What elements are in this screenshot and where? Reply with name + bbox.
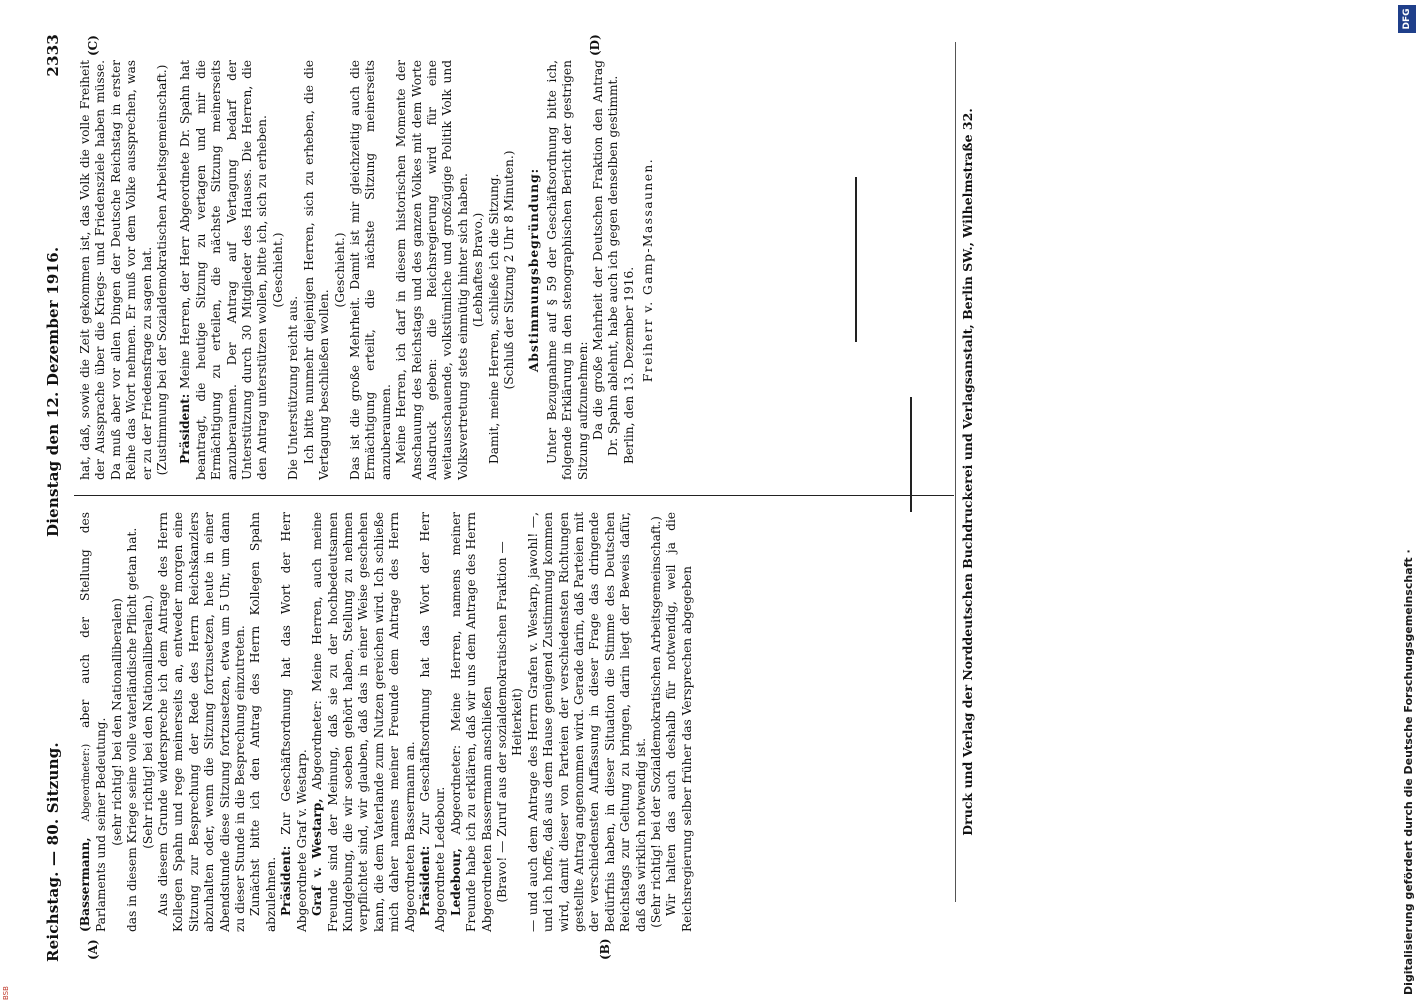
paragraph-text: Zur Geschäftsordnung hat das Wort der Herr Abgeordnete Graf v. Westarp. bbox=[279, 511, 309, 932]
interjection: (Geschieht.) bbox=[270, 232, 285, 308]
interjection: (Geschieht.) bbox=[332, 232, 347, 308]
page-number: 2333 bbox=[44, 34, 62, 77]
digitization-notice bbox=[1398, 0, 1422, 995]
paragraph: Ich bitte nunmehr diejenigen Herren, sich zu erheben, die die Vertagung beschließen wollen. bbox=[301, 60, 332, 480]
margin-marker-a: (A) bbox=[86, 939, 100, 960]
paragraph: Wir halten das auch deshalb für notwendig, weil ja die Reichsregierung selber früher das Versprechen abgegeben bbox=[664, 512, 694, 932]
header-date: Dienstag den 12. Dezember 1916. bbox=[44, 246, 62, 537]
speaker-role: Abgeordneter:) bbox=[81, 743, 92, 822]
paragraph-text: Abgeordneter: Meine Herren, namens meiner Freunde habe ich zu erklären, daß wir uns dem Antrage des Herrn Abgeordneten Bassermann anschließen bbox=[448, 512, 494, 932]
interjection: (Lebhaftes Bravo.) bbox=[471, 212, 486, 328]
paragraph: Berlin, den 13. Dezember 1916. bbox=[621, 266, 636, 464]
document-page bbox=[40, 32, 980, 962]
session-close-note: (Schluß der Sitzung 2 Uhr 8 Minuten.) bbox=[501, 150, 516, 390]
paragraph: Da die große Mehrheit der Deutschen Fraktion den Antrag Dr. Spahn ablehnt, habe auch ich gegen denselben gestimmt. bbox=[591, 60, 621, 456]
paragraph bbox=[178, 60, 270, 480]
paragraph-text: Zur Geschäftsordnung hat das Wort der Herr Abgeordnete Ledebour. bbox=[417, 511, 448, 932]
decorative-rule bbox=[855, 177, 857, 342]
page-header bbox=[40, 32, 70, 962]
header-session: Reichstag. — 80. Sitzung. bbox=[44, 742, 62, 962]
speaker-name: Präsident: bbox=[279, 845, 294, 916]
paragraph bbox=[449, 512, 495, 932]
library-mark: BSB bbox=[2, 986, 10, 1000]
paragraph bbox=[418, 512, 449, 932]
funding-notice: Digitalisierung gefördert durch die Deutsche Forschungsgemeinschaft · bbox=[1402, 549, 1415, 995]
decorative-rule bbox=[910, 397, 912, 512]
speaker-name: (Bassermann, bbox=[78, 837, 92, 932]
speaker-name: Präsident: bbox=[178, 393, 193, 464]
paragraph: das in diesem Kriege seine volle vaterländische Pflicht getan hat. bbox=[125, 527, 140, 932]
paragraph: — und auch dem Antrage des Herrn Grafen v. Westarp, jawohl! —, und ich hoffe, daß aus dem Hause genügend Zustimmung kommen wird, damit dieser von Parteien der verschiedensten Richtungen gestellte Antrag angenommen wird. Gerade darin, daß Parteien mit der verschiedensten Auffassung in dieser Frage das dringende Bedürfnis haben, in dieser Situation die Stimme des Deutschen Reichstags zur Geltung zu bringen, darin liegt der Beweis dafür, daß das wirklich notwendig ist. bbox=[525, 512, 648, 932]
margin-marker-d: (D) bbox=[588, 34, 602, 56]
margin-marker-c: (C) bbox=[86, 35, 100, 56]
interjection: (Zustimmung bei der Sozialdemokratischen Arbeitsgemeinschaft.) bbox=[155, 64, 170, 476]
paragraph: Unter Bezugnahme auf § 59 der Geschäftsordnung bitte ich, folgende Erklärung in den stenographischen Bericht der gestrigen Sitzung aufzunehmen: bbox=[544, 60, 590, 480]
paragraph-text: aber auch der Stellung des Parlaments und seiner Bedeutung. bbox=[78, 511, 109, 932]
paragraph: Damit, meine Herren, schließe ich die Sitzung. bbox=[486, 173, 501, 464]
column-divider bbox=[74, 495, 954, 496]
interjection: (Sehr richtig! bei der Sozialdemokratischen Arbeitsgemeinschaft.) bbox=[649, 516, 664, 928]
right-column bbox=[78, 60, 657, 480]
speaker-name: Graf v. Westarp, bbox=[310, 798, 325, 916]
paragraph-text: Meine Herren, der Herr Abgeordnete Dr. Spahn hat beantragt, die heutige Sitzung zu vertagen und mir die Ermächtigung zu erteilen, die nächste Sitzung meinerseits anzuberaumen. Der Antrag auf Vertagung bedarf der Unterstützung durch 30 Mitglieder des Hauses. Die Herren, die den Antrag unterstützen wollen, bitte ich, sich zu erheben. bbox=[178, 59, 270, 480]
paragraph: Das ist die große Mehrheit. Damit ist mir gleichzeitig auch die Ermächtigung erteilt, die nächste Sitzung meinerseits anzuberaumen. bbox=[347, 60, 393, 480]
paragraph: Meine Herren, ich darf in diesem historischen Momente der Anschauung des Reichstags und des ganzen Volkes mit dem Worte Ausdruck geben: die Reichsregierung wird für eine weitausschauende, volkstümliche und großzügige Politik Volk und Volksvertretung stets einmütig hinter sich haben. bbox=[394, 60, 470, 480]
speaker-name: Ledebour, bbox=[448, 848, 463, 916]
interjection: (sehr richtig! bei den Nationalliberalen) bbox=[109, 598, 124, 846]
page-footer: Druck und Verlag der Norddeutschen Buchdruckerei und Verlagsanstalt, Berlin SW., Wilhelmstraße 32. bbox=[955, 42, 975, 902]
paragraph: hat, daß, sowie die Zeit gekommen ist, das Volk die volle Freiheit der Aussprache über die Kriegs- und Friedensziele haben müsse. Da muß aber vor allen Dingen der Deutsche Reichstag in erster Reihe das Wort nehmen. Er muß vor dem Volke aussprechen, was er zu der Friedensfrage zu sagen hat. bbox=[78, 60, 154, 480]
interjection: (Bravo! — Zuruf aus der sozialdemokratischen Fraktion — Heiterkeit) bbox=[494, 541, 525, 903]
signature: Freiherr v. Gamp-Massaunen. bbox=[641, 157, 656, 383]
section-heading: Abstimmungsbegründung: bbox=[527, 167, 542, 373]
paragraph-text: Abgeordneter: Meine Herren, auch meine Freunde sind der Meinung, daß sie zu der hochbedeutsamen Kundgebung, die wir soeben gehört haben, Stellung zu nehmen verpflichtet sind, wir glauben, daß das in einer Weise geschehen kann, die dem Vaterlande zum Nutzen gereichen wird. Ich schließe mich daher namens meiner Freunde dem Antrage des Herrn Abgeordneten Bassermann an. bbox=[310, 511, 417, 932]
left-column bbox=[78, 512, 695, 932]
speaker-name: Präsident: bbox=[417, 845, 432, 916]
interjection: (Sehr richtig! bei den Nationalliberalen.) bbox=[140, 595, 155, 849]
paragraph bbox=[78, 512, 110, 932]
paragraph bbox=[310, 512, 418, 932]
margin-marker-b: (B) bbox=[598, 938, 612, 960]
dfg-logo: DFG bbox=[1398, 5, 1416, 33]
paragraph: Zunächst bitte ich den Antrag des Herrn Kollegen Spahn abzulehnen. bbox=[248, 512, 278, 932]
paragraph: Die Unterstützung reicht aus. bbox=[286, 295, 301, 480]
paragraph: Aus diesem Grunde widerspreche ich dem Antrage des Herrn Kollegen Spahn und rege meinerseits an, entweder morgen eine Sitzung zur Besprechung der Rede des Herrn Reichskanzlers abzuhalten oder, wenn die Sitzung fortzusetzen, heute in einer Abendstunde diese Sitzung fortzusetzen, etwa um 5 Uhr, um dann zu dieser Stunde in die Besprechung einzutreten. bbox=[156, 512, 248, 932]
paragraph bbox=[279, 512, 310, 932]
